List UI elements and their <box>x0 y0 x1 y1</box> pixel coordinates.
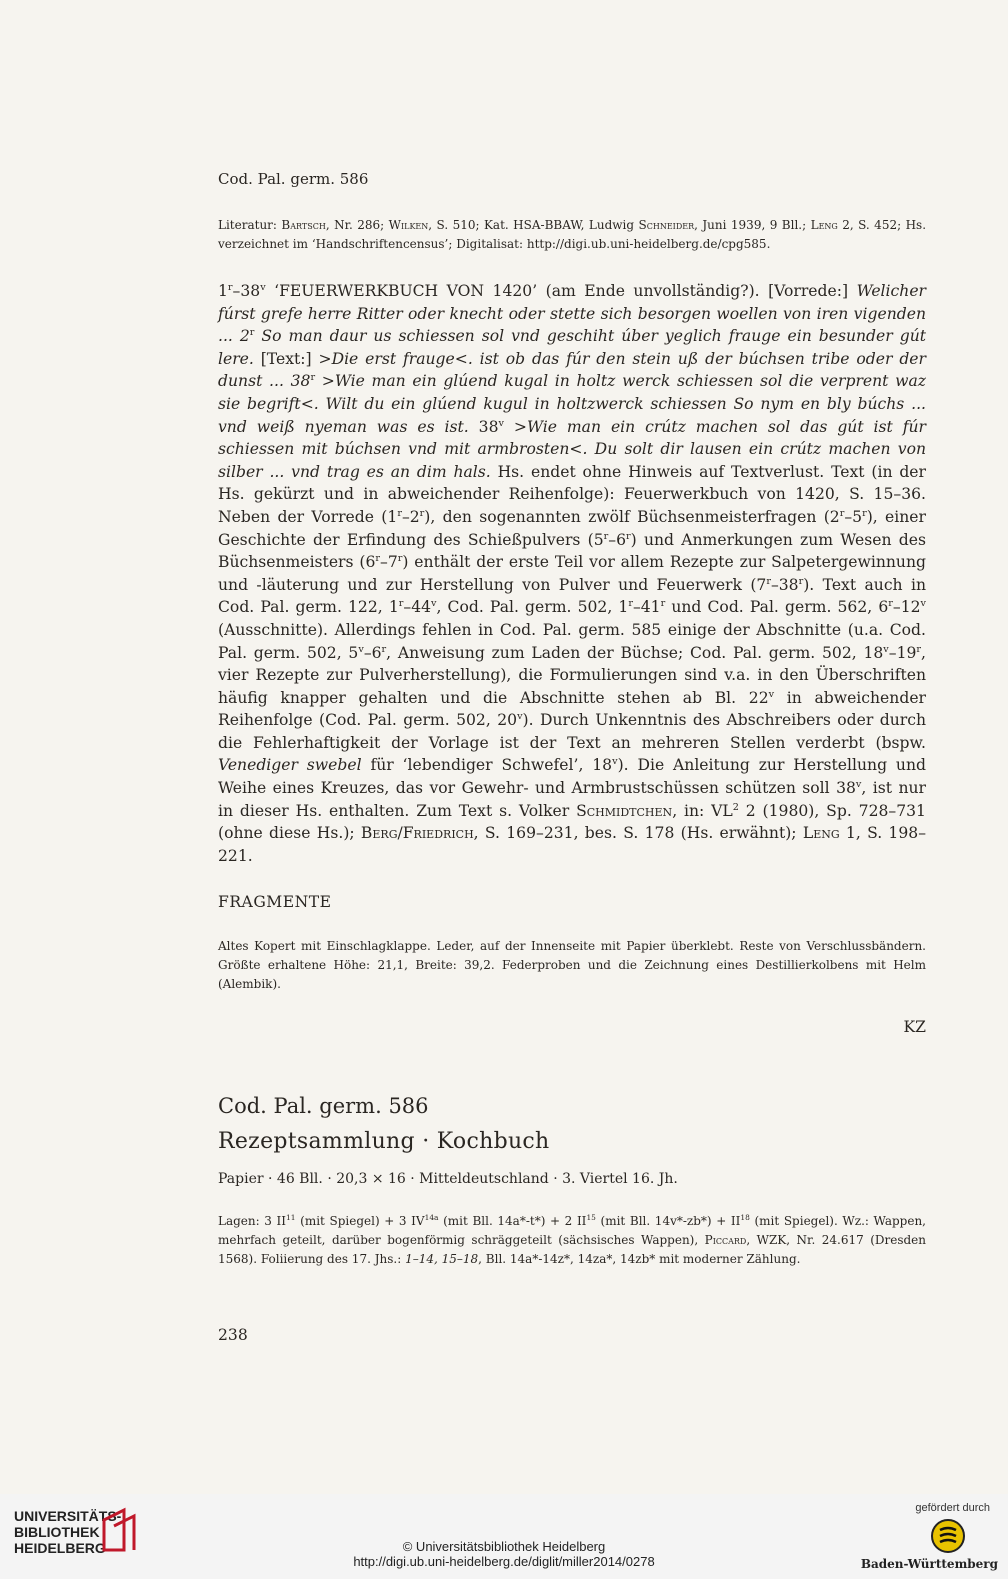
copyright-block <box>0 1539 1008 1569</box>
entry-meta: Papier · 46 Bll. · 20,3 × 16 · Mitteldeutschland · 3. Viertel 16. Jh. <box>218 1171 678 1187</box>
entry-subtitle: Rezeptsammlung · Kochbuch <box>218 1129 550 1154</box>
footer-bar <box>0 1494 1008 1579</box>
fragments-heading: FRAGMENTE <box>218 893 332 911</box>
fragments-text: Altes Kopert mit Einschlagklappe. Leder, auf der Innenseite mit Papier überklebt. Reste von Verschlussbändern. Größte erhaltene Höhe: 21,1, Breite: 39,2. Federproben und die Zeichnung eines Destillierkolbens mit Helm (Alembik). <box>218 939 926 991</box>
author-signature: KZ <box>903 1018 926 1036</box>
funded-by-label: gefördert durch <box>915 1502 990 1514</box>
page-number: 238 <box>218 1326 248 1344</box>
lagen-note: Lagen: 3 II$^{11}$ (mit Spiegel) + 3 $IV^{14a}$ (mit Bll. 14a*-t*) + 2 II$^{15}$ (mit Bll. $14v*-zb*) + II^{18}$ (mit Spiegel). Wz.: Wappen, mehrfach geteilt, darüber bogenförmig schräggeteilt (sächsisches Wappen), Piccard, WZK, Nr. 24.617 (Dresden 1568). Foliierung des 17. Jhs.: 1–14, 15–18, Bll. 14a*-14z*, 14za*, 14zb* mit moderner Zählung. <box>218 1213 927 1266</box>
main-description: 1$^r$–38$^v$ ‘FEUERWERKBUCH VON 1420’ (am Ende unvollständig?). [Vorrede:] Welicher fúrst grefe herre Ritter oder knecht oder stette sich besorgen woellen von iren vigenden ... 2$^r$ So man daur us schiessen sol vnd geschiht úber yeglich frauge ein besunder gút lere. [Text:] >Die erst frauge<. ist ob das fúr den stein uß der búchsen tribe oder der dunst ... $38^r >Wie$ man ein glúend kugal in holtz werck schiessen sol die verprent waz sie begrift<. Wilt du ein glúend kugul in holtzwerck schiessen So nym en bly búchs ... vnd weiß nyeman was es ist. $38^v >Wie$ man ein crútz machen sol das gút ist fúr schiessen mit búchsen vnd mit armbrosten<. Du solt dir lausen ein crútz machen von silber ... vnd trag es an dim hals. Hs. endet ohne Hinweis auf Textverlust. Text (in der Hs. gekürzt und in abweichender Reihenfolge): Feuerwerkbuch von 1420, S. 15–36. Neben der Vorrede (1$^r$–2$^r$), den sogenannten zwölf Büchsenmeisterfragen (2$^r$–5$^r$), einer Geschichte der Erfindung des Schießpulvers (5$^r$–6$^r$) und Anmerkungen zum Wesen des Büchsenmeisters (6$^r$–7$^r$) enthält der erste Teil vor allem Rezepte zur Salpetergewinnung und -läuterung und zur Herstellung von Pulver und Feuerwerk (7$^r$–38$^r$). Text auch in Cod. Pal. germ. 122, 1$^r$–44$^v$, Cod. Pal. germ. 502, 1$^r$–41$^r$ und Cod. Pal. germ. 562, 6$^r$–12$^v$ (Ausschnitte). Allerdings fehlen in Cod. Pal. germ. 585 einige der Abschnitte (u.a. Cod. Pal. germ. 502, 5$^v$–6$^r$, Anweisung zum Laden der Büchse; Cod. Pal. germ. 502, 18$^v$–19$^r$, vier Rezepte zur Pulverherstellung), die Formulierungen sind v.a. in den Überschriften häufig knapper gehalten und die Abschnitte stehen ab Bl. 22$^v$ in abweichender Reihenfolge (Cod. Pal. germ. 502, 20$^v$). Durch Unkenntnis des Abschreibers oder durch die Fehlerhaftigkeit der Vorlage ist der Text an mehreren Stellen verderbt (bspw. Venediger swebel für ‘lebendiger Schwefel’, 18$^v$). Die Anleitung zur Herstellung und Weihe eines Kreuzes, das vor Gewehr- und Armbrustschüssen schützen soll 38$^v$, ist nur in dieser Hs. enthalten. Zum Text s. Volker Schmidtchen, in: $VL^2$ 2 (1980), Sp. 728–731 (ohne diese Hs.); Berg/Friedrich, S. 169–231, bes. S. 178 (Hs. erwähnt); Leng 1, S. 198–221. <box>218 281 927 865</box>
library-name[interactable]: UNIVERSITÄTS- BIBLIOTHEK HEIDELBERG <box>14 1508 122 1556</box>
permalink[interactable]: http://digi.ub.uni-heidelberg.de/diglit/miller2014/0278 <box>353 1554 655 1569</box>
running-head: Cod. Pal. germ. 586 <box>218 170 369 188</box>
copyright-text: © Universitätsbibliothek Heidelberg <box>402 1539 606 1554</box>
state-coat-of-arms-icon <box>930 1518 966 1554</box>
literature-note: Literatur: Bartsch, Nr. 286; Wilken, S. 510; Kat. HSA-BBAW, Ludwig Schneider, Juni 1939, 9 Bll.; Leng 2, S. 452; Hs. verzeichnet im ‘Handschriftencensus’; Digitalisat: http://digi.ub.uni-heidelberg.de/cpg585. <box>218 218 927 251</box>
funder-name[interactable]: Baden-Württemberg <box>860 1557 998 1571</box>
entry-title: Cod. Pal. germ. 586 <box>218 1094 429 1118</box>
